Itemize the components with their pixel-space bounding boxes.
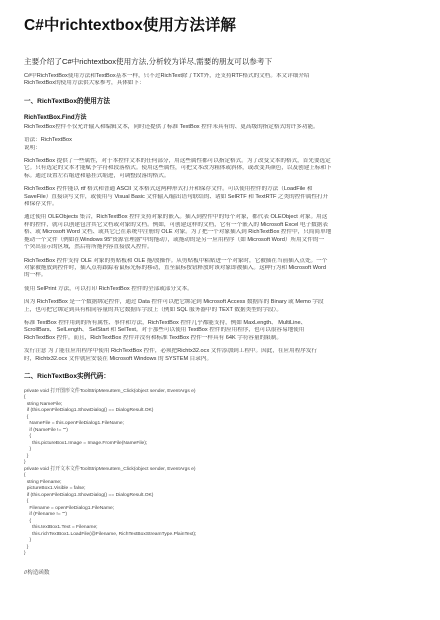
body-paragraph <box>24 214 422 251</box>
body-paragraph <box>24 158 422 180</box>
text-line: RichTextBox 控件。而且，RichTextBox 控件并没有和标准 TextBox 控件一样具有 64K 字符容量的限制。 <box>24 334 282 341</box>
text-line: 因为 RichTextBox 是一个数据绑定控件，通过 Data 控件可以把它绑定到 Microsoft Access 数据库的 Binary 或 Memo 字段 <box>24 299 324 306</box>
text-line: 的一样。 <box>24 272 47 279</box>
text-line: ScrollBars、 SelLength、 SelStart 和 SelText。对于那些可以使用 TextBox 控件的应用程序，也可以很容易地使用 <box>24 327 305 334</box>
page-title: C#中richtextbox使用方法详解 <box>24 17 236 34</box>
text-line: 标准 TextBox 控件用到的所有属性、事件和方法，RichTextBox 控件几乎都能支持，例如 MaxLength、 MultiLine、 <box>24 319 307 326</box>
code-line: if (this.openFileDialog1.ShowDialog() == DialogResult.OK) <box>24 492 154 498</box>
body-paragraph <box>24 299 422 314</box>
text-line: 上，也可把它绑定到具有相同容量的其它数据库字段上（例如 SQL 服务器中的 TEXT 数据类型的字段）。 <box>24 306 282 313</box>
code-line: if (NameFile != "") <box>24 427 68 433</box>
code-line: string NameFile; <box>24 401 63 407</box>
text-line: RichTextBox 控件支持 OLE 对象的剪贴板和 OLE 拖/放操作。从剪贴板中粘贴进一个对象时，它被插在当前插入点处。一个 <box>24 257 328 264</box>
text-line: 标。通过设置左右缩进和悬挂式缩进，可调整段落的格式。 <box>24 172 170 179</box>
syntax-block <box>24 137 422 152</box>
code-line: private void 打开文本文件ToolStripMenuItem_Click(object sender, EventArgs e) <box>24 466 196 472</box>
body-paragraph <box>24 348 422 363</box>
text-line: 和保存文件。 <box>24 201 58 208</box>
code-block <box>24 389 422 558</box>
class-description <box>24 124 422 131</box>
text-line: RichTextBox 控件能以 rtf 格式和普通 ASCII 文本格式这两种形式打开和保存文件。可以使用控件的方法（LoadFile 和 <box>24 186 313 193</box>
code-line: { <box>24 414 29 420</box>
body-paragraph <box>24 286 422 293</box>
code-comment: //构造函数 <box>24 569 50 576</box>
body-paragraphs <box>24 158 422 363</box>
text-line: 使用 SelPrint 方法，可以打印 RichTextBox 控件的全部或部分文本。 <box>24 285 193 292</box>
text-line: 格、或 Microsoft Word 文档、或其它已在系统中注册的 OLE 对象。为了把一个对象插入到 RichTextBox 控件中，只简简单地 <box>24 229 332 236</box>
body-paragraph <box>24 186 422 208</box>
code-line: } <box>24 538 32 544</box>
code-line: { <box>24 473 26 479</box>
section-heading-usage: 一、RichTextBox的使用方法 <box>24 97 110 105</box>
text-line: 通过使用 OLEObjects 集合，RichTextBox 控件支持对象的嵌入。插入到控件中的每个对象，都代表 OLEObject 对象。用这 <box>24 214 328 221</box>
body-paragraph <box>24 320 422 342</box>
text-line: 时，Richtx32.ocx 文件就应安装在 Microsoft Windows 的 SYSTEM 目录内。 <box>24 355 213 362</box>
text-line: 对象被拖放到控件时，插入点将跟踪着鼠标光标的移动，直至鼠标按钮释放时该对象即被插入。这种行为和 Microsoft Word <box>24 264 326 271</box>
text-line: C#中RichTextBox使用方法和TextBox基本一样，只不过RichText除了TXT外，还支持RTF格式的文档。本文详细介绍 <box>24 73 310 79</box>
code-line: NameFile = this.openFileDialog1.FileName; <box>24 421 124 427</box>
code-line: if (this.openFileDialog1.ShowDialog() == DialogResult.OK) <box>24 408 154 414</box>
text-line: RichTextBox 提供了一些属性，对于本控件文本的任何部分，用这些属性都可以指定格式。为了改变文本的格式，首先要选定 <box>24 158 331 165</box>
code-line: } <box>24 544 29 550</box>
text-line: RichTextBox的使用方法供大家参考，具体如下： <box>24 80 145 87</box>
code-line: private void 打开图形文件ToolStripMenuItem_Click(object sender, EventArgs e) <box>24 388 196 394</box>
text-line: 个突出显示的区域，然后将所拖内容直接放入控件。 <box>24 244 153 251</box>
code-line: { <box>24 518 32 524</box>
text-line: 样的控件，就可以创建包含其它文档或对象的文档。例如，可创建这样的文档，它有一个嵌入的 Microsoft Excel 电子数据表 <box>24 221 328 228</box>
text-line: 发行注意 为了能在应用程序中使用 RichTextBox 控件，必须把Richtx32.ocx 文件添加到工程中。因此，在应用程序发行 <box>24 348 318 355</box>
code-line: { <box>24 499 29 505</box>
text-line: 它。只有选定的文本才能赋予字符和段落格式。使用这些属性，可把文本改为粗体或斜体，或改变其颜色，以及创建上标和下 <box>24 165 332 172</box>
subsection-heading-find: RichTextBox.Find方法 <box>24 114 87 121</box>
code-line: this.pictureBox1.Image = Image.FromFile(NameFile); <box>24 440 148 446</box>
code-line: Filename = openFileDialog1.FileName; <box>24 505 115 511</box>
code-line: { <box>24 395 26 401</box>
code-line: } <box>24 447 32 453</box>
code-line: } <box>24 453 29 459</box>
code-line: { <box>24 434 32 440</box>
code-line: this.textBox1.Text = Filename; <box>24 525 98 531</box>
code-line: } <box>24 551 26 557</box>
page-subtitle: 主要介绍了C#中richtextbox使用方法,分析较为详尽,需要的朋友可以参考下 <box>24 57 273 66</box>
code-line: if (Filename != "") <box>24 512 68 518</box>
text-line: 说明： <box>24 144 41 151</box>
code-line: } <box>24 460 26 466</box>
body-paragraph <box>24 258 422 280</box>
code-line: string Filename; <box>24 479 62 485</box>
text-line: 语法：RichTextBox <box>24 137 72 144</box>
document-page <box>24 0 422 576</box>
section-heading-example: 二、RichTextBox实例代码： <box>24 372 110 380</box>
text-line: 拖动一个文件（例如在Windows 95"资源管理器"中的拖动），或拖动的是另一应用程序（如 Microsoft Word）所用文件的一 <box>24 236 325 243</box>
code-line: pictureBox1.Visible = false; <box>24 486 86 492</box>
intro-paragraph <box>24 73 422 88</box>
text-line: RichTextBox控件不仅允许输入和编辑文本，同时还提供了标准 TextBox 控件未具有的、更高级的指定格式的许多功能。 <box>24 123 319 130</box>
code-line: this.richTextBox1.LoadFile(@Filename, RichTextBoxStreamType.PlainText); <box>24 531 197 537</box>
text-line: SaveFile）直接读写文件，或使用与 Visual Basic 文件输入/输出语句联结的、诸如 SelRTF 和 TextRTF 之类的控件属性打开 <box>24 193 329 200</box>
